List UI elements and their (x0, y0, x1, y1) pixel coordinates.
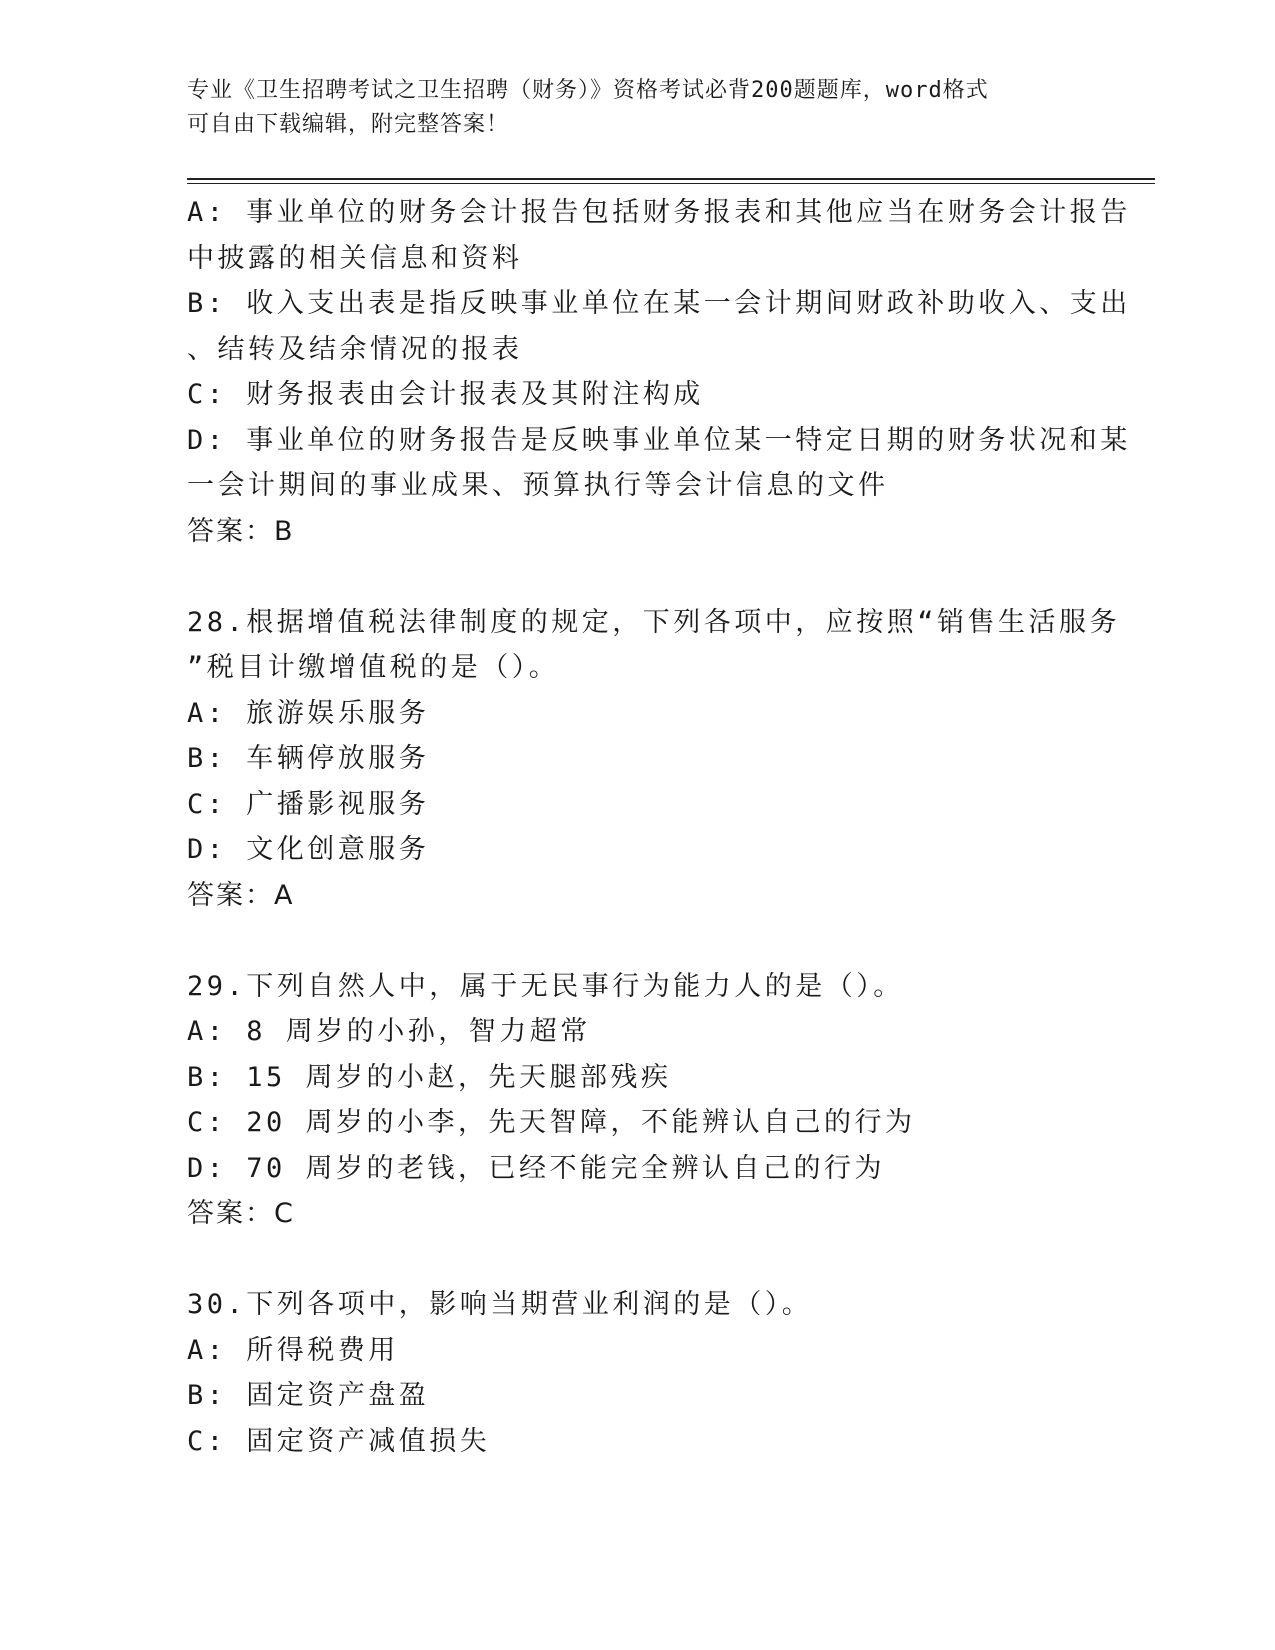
header-line-2: 可自由下载编辑，附完整答案！ (187, 112, 510, 137)
option-c: C: 广播影视服务 (187, 788, 430, 820)
answer: 答案：C (187, 1198, 295, 1229)
question-28 (187, 600, 1121, 919)
option-d: D: 文化创意服务 (187, 834, 430, 865)
option-a-line-1: A: 事业单位的财务会计报告包括财务报表和其他应当在财务会计报告 (187, 197, 1131, 228)
answer: 答案：B (187, 515, 295, 547)
option-a: A: 所得税费用 (187, 1334, 399, 1366)
header-divider-thin (187, 183, 1155, 184)
option-a: A: 旅游娱乐服务 (187, 697, 430, 729)
question-30 (187, 1282, 1087, 1464)
question-27-options (187, 190, 1131, 554)
option-b: B: 车辆停放服务 (187, 743, 430, 774)
question-stem-line-1: 28.根据增值税法律制度的规定，下列各项中，应按照“销售生活服务 (187, 606, 1121, 638)
option-c: C: 20 周岁的小李，先天智障，不能辨认自己的行为 (187, 1107, 916, 1138)
question-stem-line-2: ”税目计缴增值税的是（）。 (187, 652, 560, 683)
answer: 答案：A (187, 879, 295, 911)
option-b: B: 固定资产盘盈 (187, 1380, 430, 1411)
option-b: B: 15 周岁的小赵，先天腿部残疾 (187, 1061, 672, 1093)
option-c: C: 固定资产减值损失 (187, 1425, 491, 1457)
option-c: C: 财务报表由会计报表及其附注构成 (187, 379, 704, 410)
page-header (187, 74, 1067, 142)
option-a: A: 8 周岁的小孙，智力超常 (187, 1016, 591, 1047)
option-b-line-1: B: 收入支出表是指反映事业单位在某一会计期间财政补助收入、支出 (187, 288, 1131, 319)
question-29 (187, 964, 1087, 1237)
option-b-line-2: 、结转及结余情况的报表 (187, 333, 523, 365)
option-a-line-2: 中披露的相关信息和资料 (187, 242, 523, 274)
question-stem: 30.下列各项中，影响当期营业利润的是（）。 (187, 1289, 813, 1320)
header-line-1: 专业《卫生招聘考试之卫生招聘（财务）》资格考试必背200题题库，word格式 (187, 78, 989, 103)
option-d: D: 70 周岁的老钱，已经不能完全辨认自己的行为 (187, 1152, 886, 1184)
header-divider (187, 178, 1155, 180)
question-stem: 29.下列自然人中，属于无民事行为能力人的是（）。 (187, 970, 904, 1002)
option-d-line-2: 一会计期间的事业成果、预算执行等会计信息的文件 (187, 470, 889, 501)
question-list (187, 190, 1131, 1464)
option-d-line-1: D: 事业单位的财务报告是反映事业单位某一特定日期的财务状况和某 (187, 424, 1131, 456)
